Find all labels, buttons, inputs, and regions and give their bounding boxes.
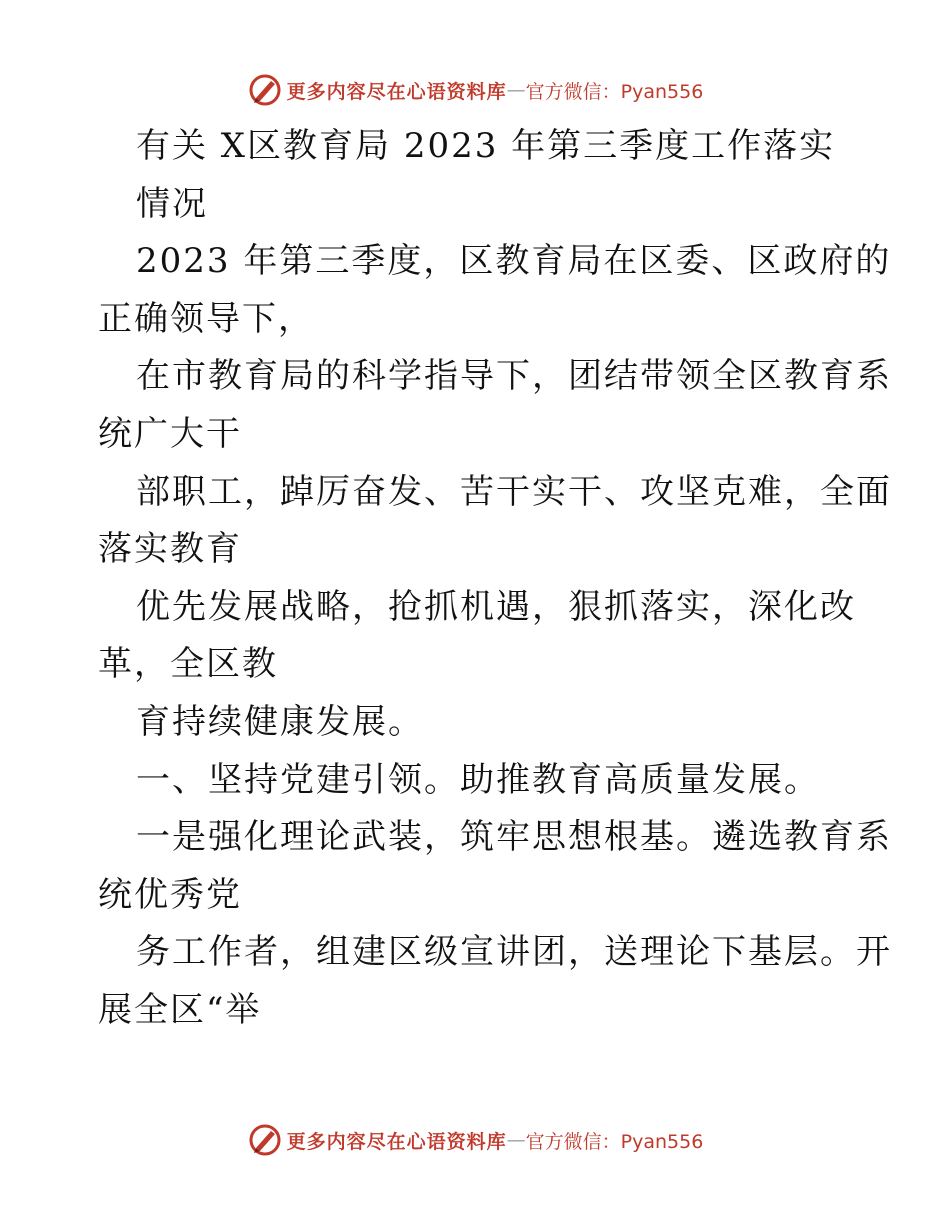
header-watermark	[0, 70, 950, 110]
text-line: 务工作者，组建区级宣讲团，送理论下基层。开	[136, 932, 892, 973]
watermark-title: 更多内容尽在心语资料库	[286, 80, 507, 103]
text-line: 落实教育	[98, 529, 242, 570]
text-line: 统优秀党	[98, 874, 242, 915]
watermark-separator: —	[506, 79, 526, 101]
text-line: 一、坚持党建引领。助推教育高质量发展。	[136, 759, 820, 800]
footer-watermark	[0, 1120, 950, 1160]
text-line: 革，全区教	[98, 644, 278, 685]
text-line: 育持续健康发展。	[136, 701, 424, 742]
text-line: 展全区“举	[98, 989, 262, 1030]
pen-logo-icon	[247, 72, 283, 108]
text-line: 正确领导下，	[98, 298, 314, 339]
watermark-title: 更多内容尽在心语资料库	[286, 1130, 507, 1153]
watermark-separator: —	[506, 1129, 526, 1151]
pen-logo-icon	[247, 1122, 283, 1158]
text-line: 2023 年第三季度，区教育局在区委、区政府的	[136, 241, 892, 282]
text-line: 部职工，踔厉奋发、苦干实干、攻坚克难，全面	[136, 471, 892, 512]
document-body	[98, 118, 892, 1040]
text-line: 在市教育局的科学指导下，团结带领全区教育系	[136, 356, 892, 397]
text-line: 一是强化理论武装，筑牢思想根基。遴选教育系	[136, 817, 892, 858]
text-line: 情况	[136, 183, 208, 224]
watermark-contact: 官方微信：Pyan556	[525, 80, 704, 103]
watermark-contact: 官方微信：Pyan556	[525, 1130, 704, 1153]
text-line: 统广大干	[98, 413, 242, 454]
text-line: 有关 X区教育局 2023 年第三季度工作落实	[136, 126, 836, 166]
text-line: 优先发展战略，抢抓机遇，狠抓落实，深化改	[136, 586, 856, 627]
